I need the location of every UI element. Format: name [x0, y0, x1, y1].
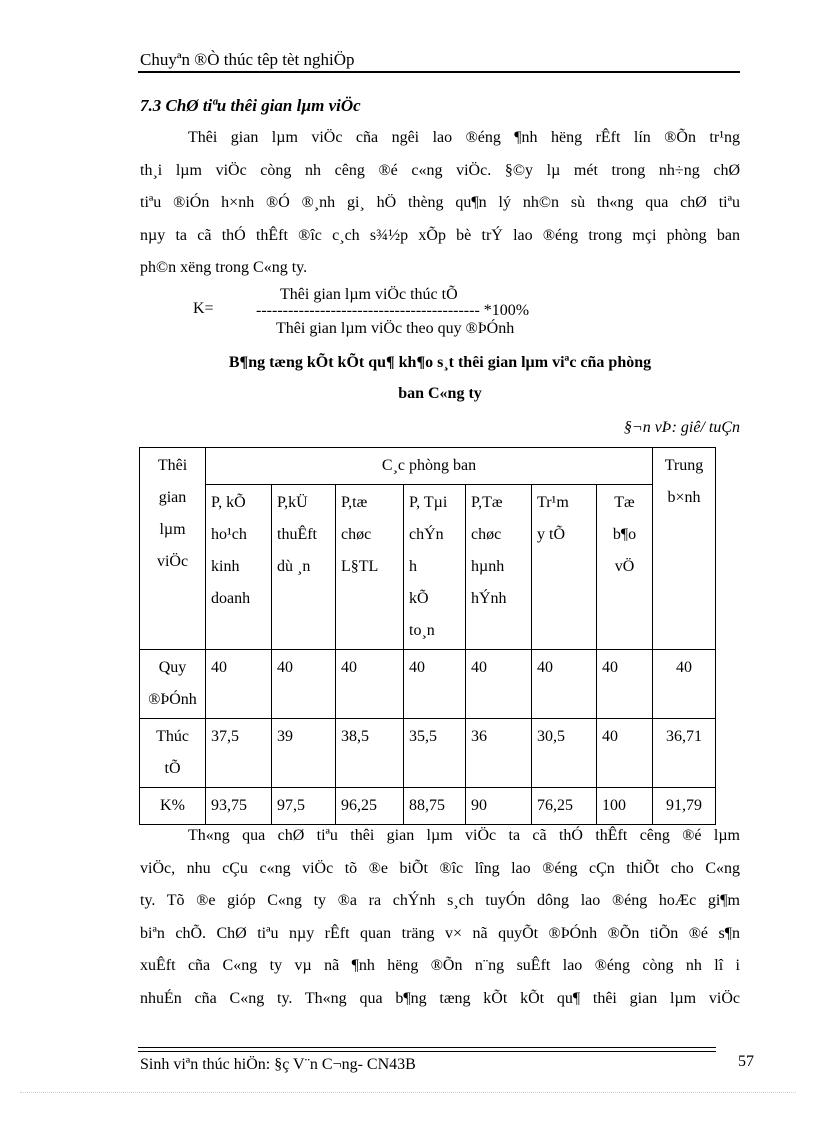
table-cell: 38,5 — [336, 719, 404, 788]
paragraph-line: ph©n xëng trong C«ng ty. — [140, 259, 308, 276]
paragraph-line: th¸i lµm viÖc còng nh cêng ®é c«ng viÖc. §©y lµ mét trong nh÷ng chØ — [140, 161, 740, 179]
column-header: P, Tµi chÝn h kÕ to¸n — [404, 485, 466, 650]
table-cell: 40 — [597, 719, 653, 788]
column-header: Tæ b¶o vÖ — [597, 485, 653, 650]
formula-numerator: Thêi gian lµm viÖc thúc tÕ — [280, 286, 458, 303]
paragraph-line: biªn chÕ. ChØ tiªu nµy rÊft quan träng v× nã quyÕt ®ÞÓnh ®Õn tiÕn ®é s¶n — [140, 924, 740, 942]
paragraph-line: viÖc, nhu cÇu c«ng viÖc tõ ®e biÕt ®îc lîng lao ®éng cÇn thiÕt cho C«ng — [140, 859, 740, 877]
table-title-line-2: ban C«ng ty — [398, 385, 482, 402]
table-cell: 40 — [272, 650, 336, 719]
footer-rule — [138, 1051, 716, 1052]
section-title: 7.3 ChØ tiªu thêi gian lµm viÖc — [140, 96, 361, 115]
paragraph-line: nµy ta cã thÓ thÊft ®îc c¸ch s¾½p xÕp bè trÝ lao ®éng trong mçi phòng ban — [140, 226, 740, 244]
table-subheader-row — [140, 485, 716, 650]
formula-denominator: Thêi gian lµm viÖc theo quy ®ÞÓnh — [276, 320, 515, 337]
column-header: P,Tæ chøc hµnh hÝnh — [466, 485, 532, 650]
paragraph-line: nhuÉn cña C«ng ty. Th«ng qua b¶ng tæng kÕt kÕt qu¶ thêi gian lµm viÖc — [140, 989, 740, 1007]
results-table — [139, 447, 716, 825]
table-cell: 96,25 — [336, 788, 404, 825]
table-cell: 39 — [272, 719, 336, 788]
departments-group-header: C¸c phòng ban — [206, 448, 653, 485]
row-label: Thúc tÕ — [140, 719, 206, 788]
table-cell: 40 — [597, 650, 653, 719]
footer-rule — [138, 1047, 716, 1048]
table-cell: 37,5 — [206, 719, 272, 788]
average-cell: 40 — [653, 650, 716, 719]
table-cell: 90 — [466, 788, 532, 825]
column-header: P,tæ chøc L§TL — [336, 485, 404, 650]
paragraph-line: ty. Tõ ®e gióp C«ng ty ®a ra chÝnh s¸ch tuyÓn dông lao ®éng hoÆc gi¶m — [140, 892, 740, 909]
table-cell: 40 — [466, 650, 532, 719]
corner-header: Thêi gian lµm viÖc — [140, 448, 206, 650]
table-header-row — [140, 448, 716, 485]
table-row — [140, 788, 716, 825]
paragraph-line: Thêi gian lµm viÖc cña ngêi lao ®éng ¶nh hëng rÊft lín ®Õn tr¹ng — [188, 129, 740, 146]
paragraph-2 — [140, 820, 740, 1015]
table-cell: 30,5 — [532, 719, 597, 788]
header-rule — [138, 71, 740, 73]
table-cell: 40 — [336, 650, 404, 719]
paragraph-line: xuÊft cña C«ng ty vµ nã ¶nh hëng ®Õn n¨ng suÊft lao ®éng còng nh lî i — [140, 957, 740, 974]
table-cell: 40 — [206, 650, 272, 719]
unit-label: §¬n vÞ: giê/ tuÇn — [623, 419, 740, 436]
table-title-line-1: B¶ng tæng kÕt kÕt qu¶ kh¶o s¸t thêi gian lµm viªc cña phòng — [228, 354, 652, 371]
table-row — [140, 650, 716, 719]
table-cell: 97,5 — [272, 788, 336, 825]
column-header: P,kÜ thuÊft dù ¸n — [272, 485, 336, 650]
table-cell: 88,75 — [404, 788, 466, 825]
paragraph-line: tiªu ®iÓn h×nh ®Ó ®¸nh gi¸ hÖ thèng qu¶n lý nh©n sù th«ng qua chØ tiªu — [140, 194, 740, 211]
table-cell: 40 — [404, 650, 466, 719]
page-bottom-divider — [20, 1092, 796, 1093]
average-header: Trung b×nh — [653, 448, 716, 650]
footer-author: Sinh viªn thúc hiÖn: §ç V¨n C¬ng- CN43B — [140, 1056, 416, 1073]
page-number: 57 — [738, 1053, 754, 1070]
formula-lhs: K= — [193, 300, 214, 317]
table-cell: 76,25 — [532, 788, 597, 825]
table-cell: 100 — [597, 788, 653, 825]
column-header: Tr¹m y tÕ — [532, 485, 597, 650]
average-cell: 36,71 — [653, 719, 716, 788]
table-cell: 93,75 — [206, 788, 272, 825]
row-label: Quy ®ÞÓnh — [140, 650, 206, 719]
table-cell: 40 — [532, 650, 597, 719]
formula-fraction-line: ------------------------------------------ *100% — [256, 302, 530, 319]
table-cell: 35,5 — [404, 719, 466, 788]
table-cell: 36 — [466, 719, 532, 788]
paragraph-1 — [140, 122, 740, 285]
row-label: K% — [140, 788, 206, 825]
average-cell: 91,79 — [653, 788, 716, 825]
table-row — [140, 719, 716, 788]
column-header: P, kÕ ho¹ch kinh doanh — [206, 485, 272, 650]
running-header: Chuyªn ®Ò thúc têp tèt nghiÖp — [140, 50, 355, 69]
paragraph-line: Th«ng qua chØ tiªu thêi gian lµm viÖc ta cã thÓ thÊft cêng ®é lµm — [188, 827, 740, 844]
